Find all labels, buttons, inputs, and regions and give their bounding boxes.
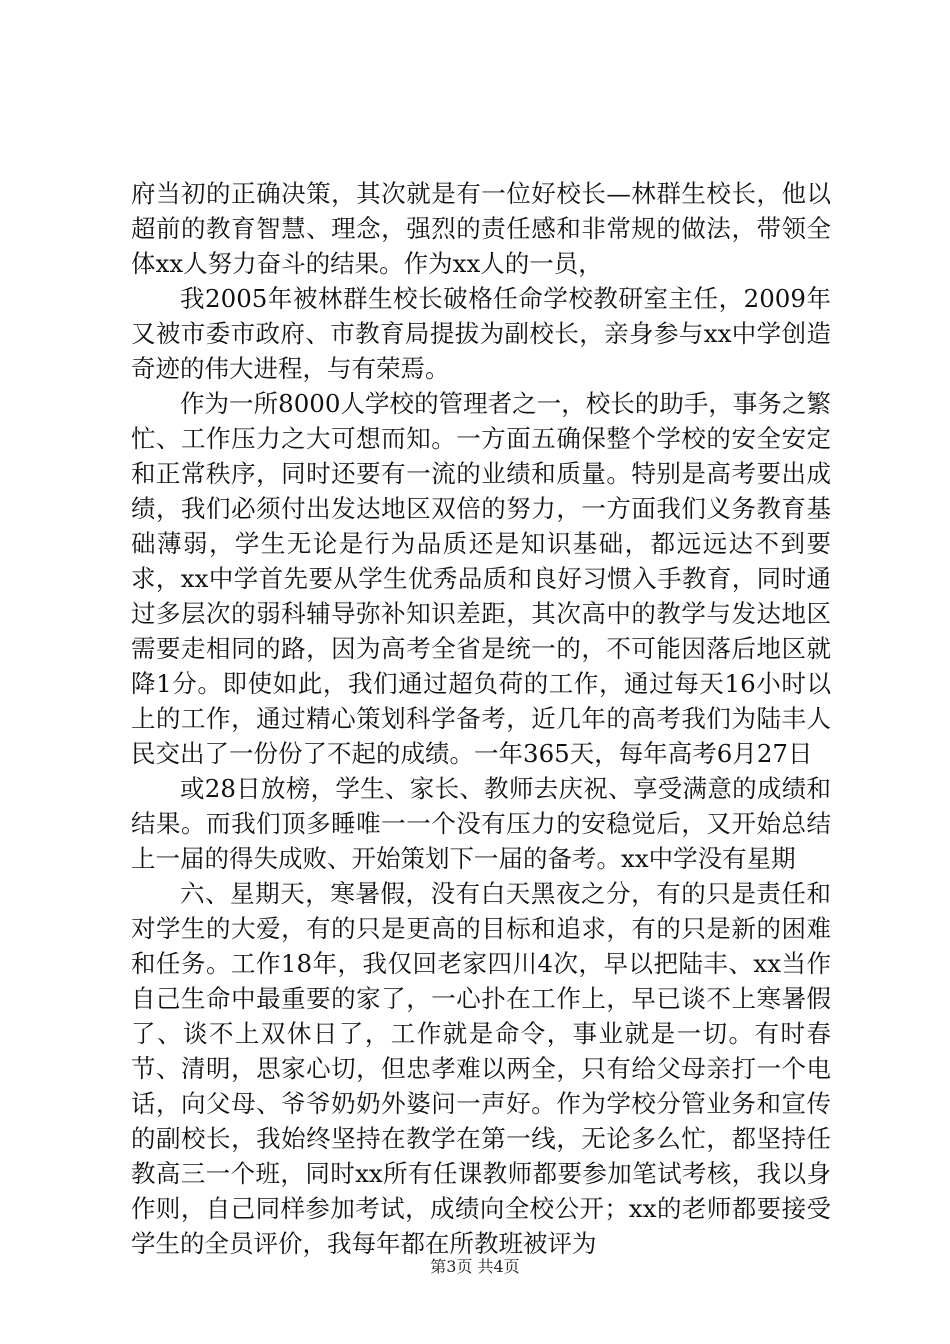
- paragraph: 我2005年被林群生校长破格任命学校教研室主任，2009年又被市委市政府、市教育局提拔为副校长，亲身参与xx中学创造奇迹的伟大进程，与有荣焉。: [131, 284, 831, 383]
- page-number: 第3页 共4页: [430, 1257, 520, 1276]
- paragraph: 六、星期天，寒暑假，没有白天黑夜之分，有的只是责任和对学生的大爱，有的只是更高的目标和追求，有的只是新的困难和任务。工作18年，我仅回老家四川4次，早以把陆丰、xx当作自己生命中最重要的家了，一心扑在工作上，早已谈不上寒暑假了、谈不上双休日了，工作就是命令，事业就是一切。有时春节、清明，思家心切，但忠孝难以两全，只有给父母亲打一个电话，向父母、爷爷奶奶外婆问一声好。作为学校分管业务和宣传的副校长，我始终坚持在教学在第一线，无论多么忙，都坚持任教高三一个班，同时xx所有任课教师都要参加笔试考核，我以身作则，自己同样参加考试，成绩向全校公开；xx的老师都要接受学生的全员评价，我每年都在所教班被评为: [131, 879, 831, 1258]
- body-text: [131, 176, 831, 1261]
- paragraph: 或28日放榜，学生、家长、教师去庆祝、享受满意的成绩和结果。而我们顶多睡唯一一个没有压力的安稳觉后，又开始总结上一届的得失成败、开始策划下一届的备考。xx中学没有星期: [131, 774, 831, 873]
- paragraph: 作为一所8000人学校的管理者之一，校长的助手，事务之繁忙、工作压力之大可想而知。一方面五确保整个学校的安全安定和正常秩序，同时还要有一流的业绩和质量。特别是高考要出成绩，我们必须付出发达地区双倍的努力，一方面我们义务教育基础薄弱，学生无论是行为品质还是知识基础，都远远达不到要求，xx中学首先要从学生优秀品质和良好习惯入手教育，同时通过多层次的弱科辅导弥补知识差距，其次高中的教学与发达地区需要走相同的路，因为高考全省是统一的，不可能因落后地区就降1分。即使如此，我们通过超负荷的工作，通过每天16小时以上的工作，通过精心策划科学备考，近几年的高考我们为陆丰人民交出了一份份了不起的成绩。一年365天，每年高考6月27日: [131, 389, 831, 768]
- paragraph: 府当初的正确决策，其次就是有一位好校长—林群生校长，他以超前的教育智慧、理念，强烈的责任感和非常规的做法，带领全体xx人努力奋斗的结果。作为xx人的一员，: [131, 179, 831, 278]
